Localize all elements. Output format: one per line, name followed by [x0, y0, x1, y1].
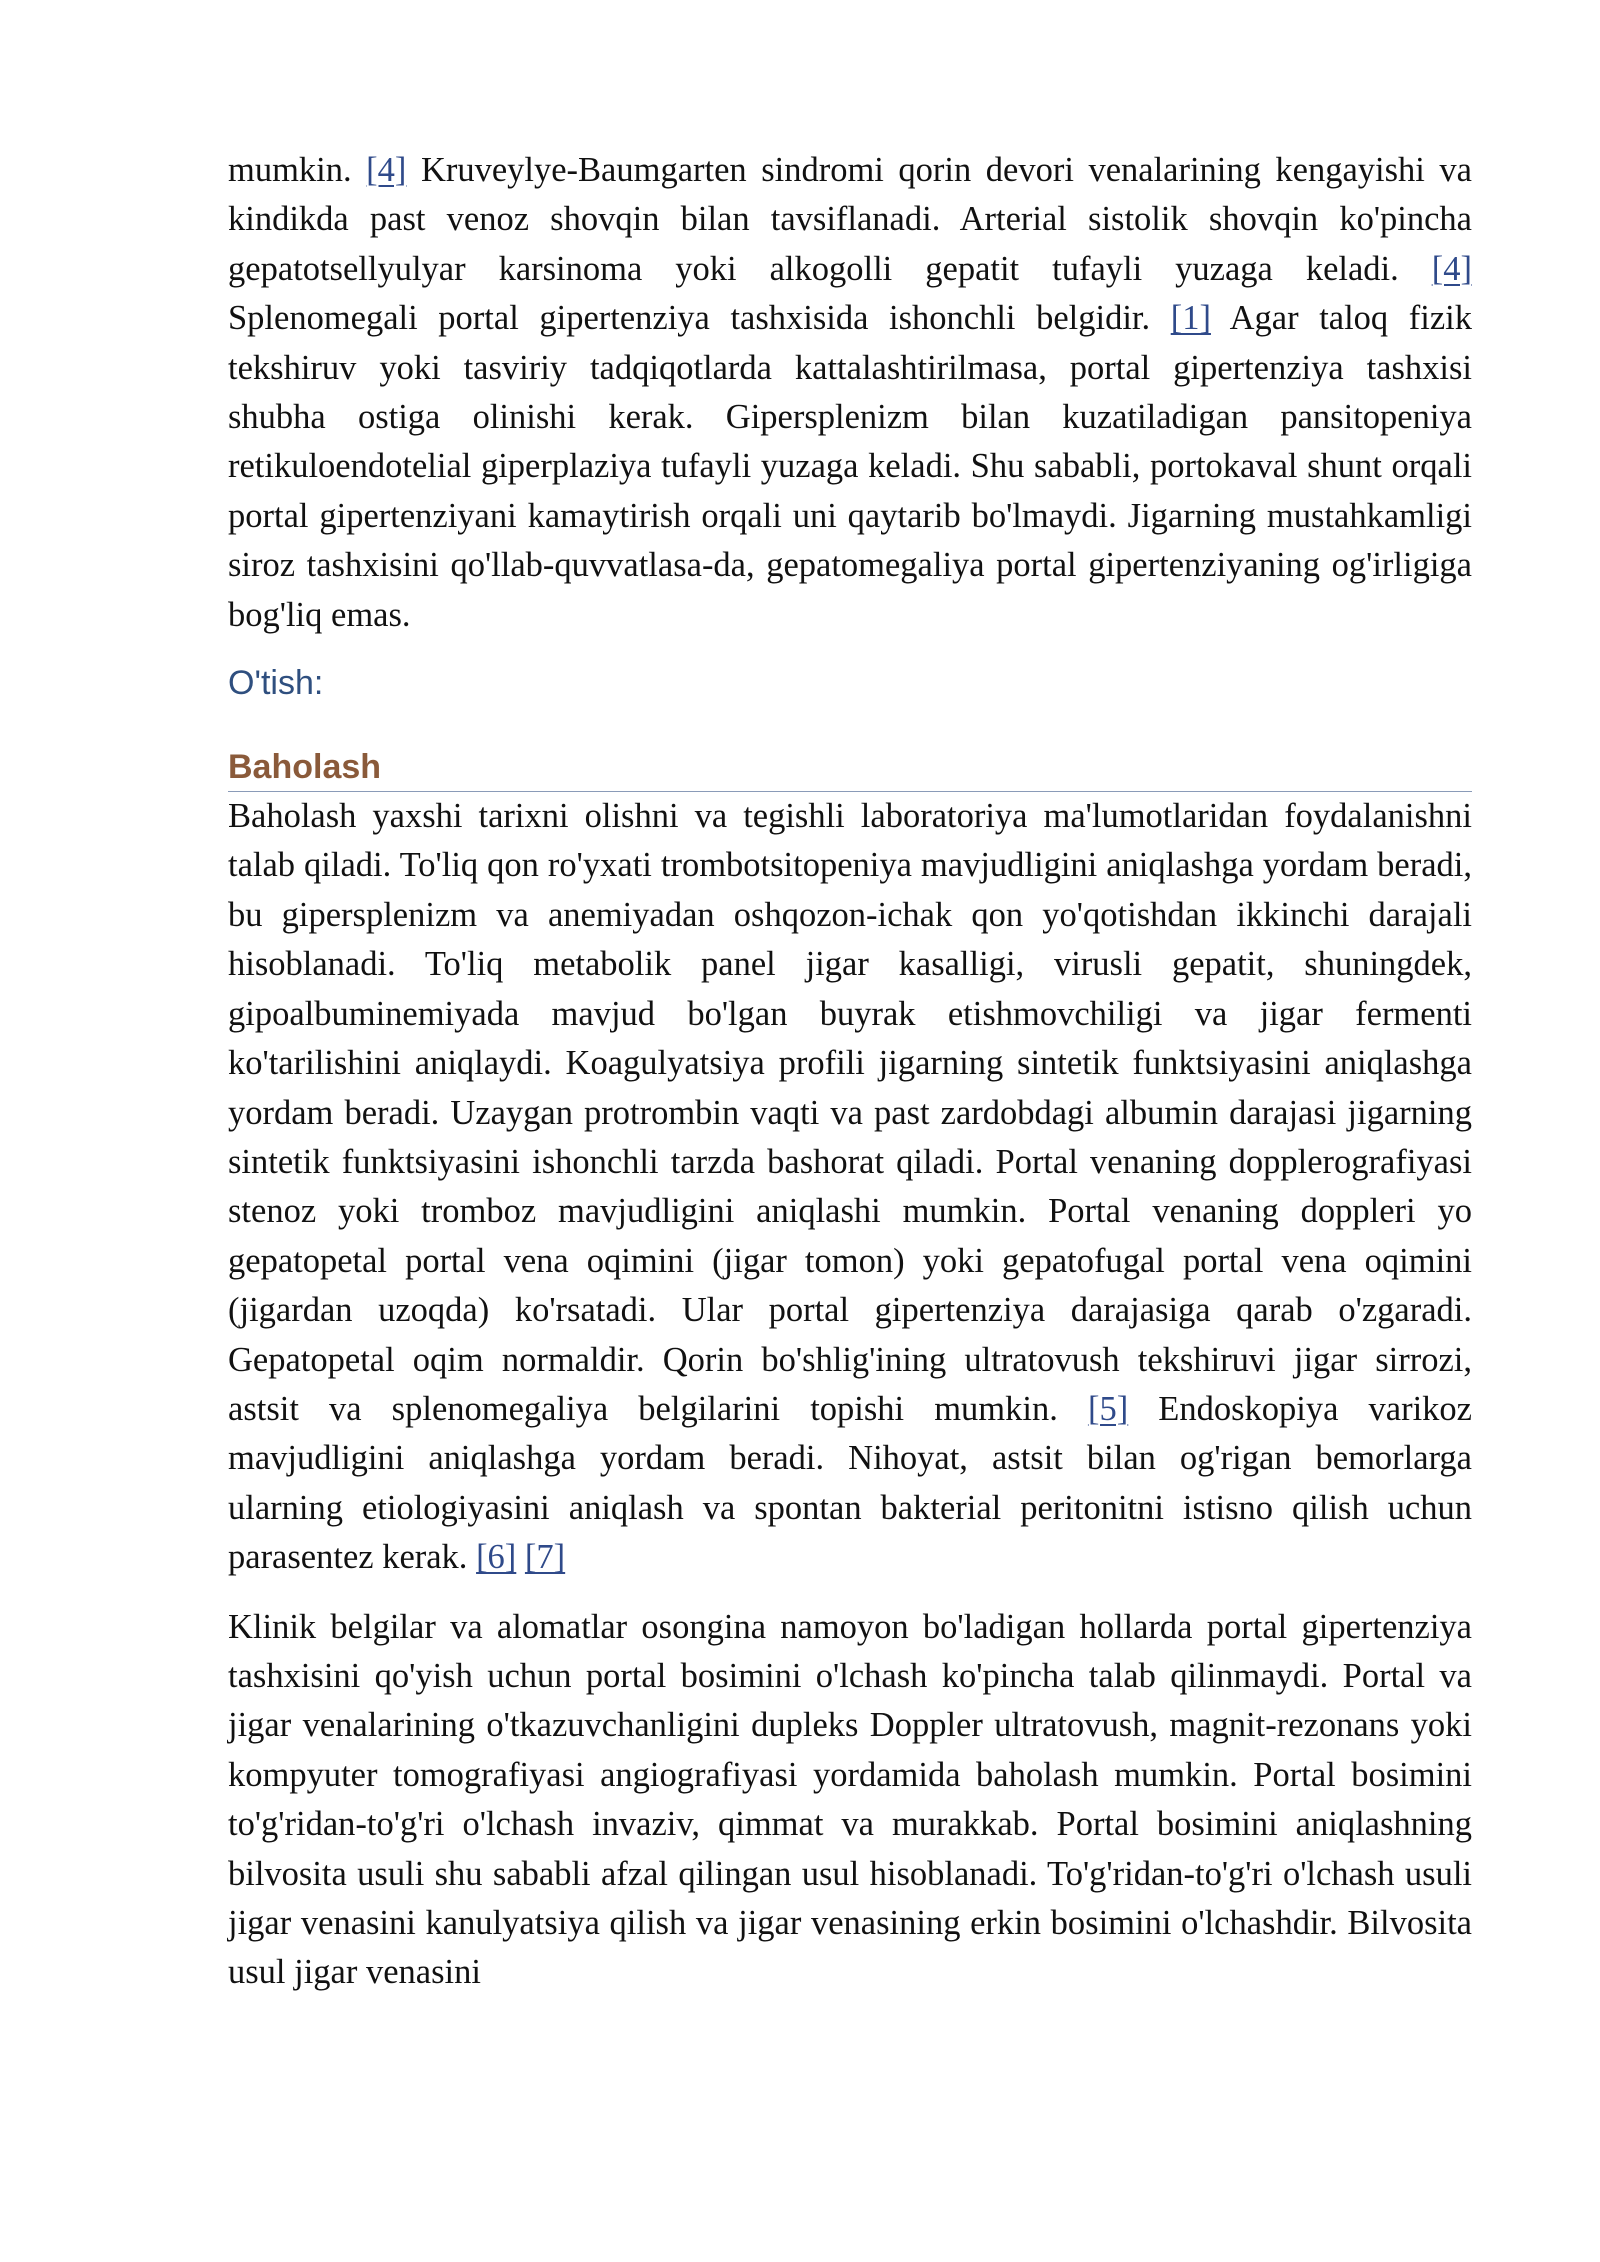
paragraph-text: Kruveylye-Baumgarten sindromi qorin devori venalarining kengayishi va kindikda past venoz shovqin bilan tavsiflanadi. Arterial sistolik shovqin ko'pincha gepatotsellyulyar karsinoma yoki alkogolli gepatit tufayli yuzaga keladi.	[228, 151, 1472, 288]
paragraph-text: Agar taloq fizik tekshiruv yoki tasviriy tadqiqotlarda kattalashtirilmasa, portal gipertenziya tashxisi shubha ostiga olinishi kerak. Gipersplenizm bilan kuzatiladigan pansitopeniya retikuloendotelial giperplaziya tufayli yuzaga keladi. Shu sababli, portokaval shunt orqali portal gipertenziyani kamaytirish orqali uni qaytarib bo'lmaydi. Jigarning mustahkamligi siroz tashxisini qo'llab-quvvatlasa-da, gepatomegaliya portal gipertenziyaning og'irligiga bog'liq emas.	[228, 299, 1472, 634]
paragraph-evaluation	[228, 792, 1472, 1583]
paragraph-text: Splenomegali portal gipertenziya tashxisida ishonchli belgidir.	[228, 299, 1171, 338]
paragraph-clinical-signs	[228, 146, 1472, 640]
paragraph-text: Endoskopiya varikoz mavjudligini aniqlashga yordam beradi. Nihoyat, astsit bilan og'rigan bemorlarga ularning etiologiyasini aniqlash va spontan bakterial peritonitni istisno qilish uchun parasentez kerak.	[228, 1389, 1472, 1577]
citation-link[interactable]: [4]	[1431, 249, 1472, 288]
paragraph-portal-pressure	[228, 1603, 1472, 1998]
section-heading-baholash: Baholash	[228, 747, 1472, 792]
citation-link[interactable]: [7]	[524, 1538, 566, 1577]
citation-link[interactable]: [4]	[366, 151, 407, 189]
paragraph-text	[516, 1538, 525, 1576]
paragraph-text: Baholash yaxshi tarixni olishni va tegishli laboratoriya ma'lumotlaridan foydalanishni talab qiladi. To'liq qon ro'yxati trombotsitopeniya mavjudligini aniqlashga yordam beradi, bu gipersplenizm va anemiyadan oshqozon-ichak qon yo'qotishdan ikkinchi darajali hisoblanadi. To'liq metabolik panel jigar kasalligi, virusli gepatit, shuningdek, gipoalbuminemiyada mavjud bo'lgan buyrak etishmovchiligi va jigar fermenti ko'tarilishini aniqlaydi. Koagulyatsiya profili jigarning sintetik funktsiyasini aniqlashga yordam beradi. Uzaygan protrombin vaqti va past zardobdagi albumin darajasi jigarning sintetik funktsiyasini ishonchli tarzda bashorat qiladi. Portal venaning dopplerografiyasi stenoz yoki tromboz mavjudligini aniqlashi mumkin. Portal venaning doppleri yo gepatopetal portal vena oqimini (jigar tomon) yoki gepatofugal portal vena oqimini (jigardan uzoqda) ko'rsatadi. Ular portal gipertenziya darajasiga qarab o'zgaradi. Gepatopetal oqim normaldir. Qorin bo'shlig'ining ultratovush tekshiruvi jigar sirrozi, astsit va splenomegaliya belgilarini topishi mumkin.	[228, 797, 1472, 1428]
paragraph-text: Klinik belgilar va alomatlar osongina namoyon bo'ladigan hollarda portal gipertenziya tashxisini qo'yish uchun portal bosimini o'lchash ko'pincha talab qilinmaydi. Portal va jigar venalarining o'tkazuvchanligini dupleks Doppler ultratovush, magnit-rezonans yoki kompyuter tomografiyasi angiografiyasi yordamida baholash mumkin. Portal bosimini to'g'ridan-to'g'ri o'lchash invaziv, qimmat va murakkab. Portal bosimini aniqlashning bilvosita usuli shu sababli afzal qilingan usul hisoblanadi. To'g'ridan-to'g'ri o'lchash usuli jigar venasini kanulyatsiya qilish va jigar venasining erkin bosimini o'lchashdir. Bilvosita usul jigar venasini	[228, 1607, 1472, 1992]
citation-link[interactable]: [1]	[1170, 299, 1211, 338]
document-page	[228, 146, 1472, 1998]
paragraph-text: mumkin.	[228, 151, 367, 189]
transition-label: O'tish:	[228, 664, 324, 703]
citation-link[interactable]: [5]	[1087, 1389, 1129, 1428]
citation-link[interactable]: [6]	[476, 1538, 517, 1577]
